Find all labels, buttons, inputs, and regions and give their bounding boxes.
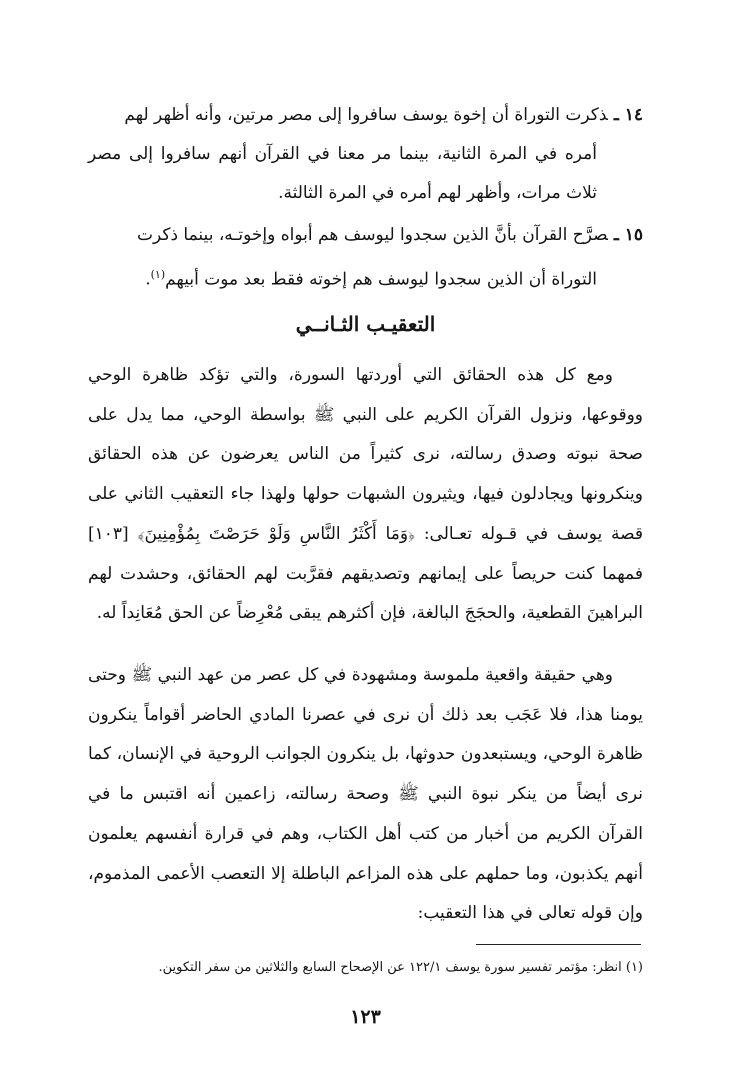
item-first-line: ذكرت التوراة أن إخوة يوسف سافروا إلى مصر مرتين، وأنه أظهر لهم — [124, 105, 608, 125]
section-heading: التعقيـب الثـانــي — [295, 312, 436, 336]
paragraph-1: ومع كل هذه الحقائق التي أوردتها السورة، والتي تؤكد ظاهرة الوحي ووقوعها، ونزول القرآن الكريم على النبي ﷺ بواسطة الوحي، مما يدل على صحة نبوته وصدق رسالته، نرى كثيراً من الناس يعرضون عن هذه الحقائق وينكرونها ويجادلون فيها، ويثيرون الشبهات حولها ولهذا جاء التعقيب الثاني على قصة يوسف في قـوله تعـالى: ﴿وَمَا أَكْثَرُ النَّاسِ وَلَوْ حَرَصْتَ بِمُؤْمِنِينَ﴾ [١٠٣] فمهما كنت حريصاً على إيمانهم وتصديقهم فقرَّبت لهم الحقائق، وحشدت لهم البراهينَ القطعية، والحجَجَ البالغة، فإن أكثرهم يبقى مُعْرِضاً عن الحق مُعَانِداً له. — [88, 365, 643, 624]
item-continuation-wrap — [88, 255, 643, 300]
footnote-marker: (١) — [150, 268, 166, 281]
item-continuation: أمره في المرة الثانية، بينما مر معنا في القرآن أنهم سافروا إلى مصر ثلاث مرات، وأظهر لهم أمره في المرة الثالثة. — [88, 144, 597, 203]
item-number: ١٥ ـ — [613, 225, 643, 245]
footnote: (١) انظر: مؤتمر تفسير سورة يوسف ١٢٢/١ عن الإصحاح السابع والثلاثين من سفر التكوين. — [158, 960, 643, 975]
paragraph-2: وهي حقيقة واقعية ملموسة ومشهودة في كل عصر من عهد النبي ﷺ وحتى يومنا هذا، فلا عَجَب بعد ذلك أن نرى في عصرنا المادي الحاضر أقواماً ينكرون ظاهرة الوحي، ويستبعدون حدوثها، بل ينكرون الجوانب الروحية في الإنسان، كما نرى أيضاً من ينكر نبوة النبي ﷺ وصحة رسالته، زاعمين أنه اقتبس ما في القرآن الكريم من أخبار من كتب أهل الكتاب، وهم في قرارة أنفسهم يعلمون أنهم يكذبون، وما حملهم على هذه المزاعم الباطلة إلا التعصب الأعمى المذموم، وإن قوله تعالى في هذا التعقيب: — [88, 665, 643, 924]
item-number: ١٤ ـ — [613, 105, 643, 125]
footnote-divider — [476, 944, 641, 945]
item-end: . — [145, 269, 151, 290]
list-item-14 — [88, 96, 643, 213]
list-item-15 — [88, 216, 643, 300]
page-number: ١٢٣ — [350, 1006, 381, 1028]
item-first-line: صرَّح القرآن بأنَّ الذين سجدوا ليوسف هم أبواه وإخوتـه، بينما ذكرت — [136, 225, 608, 245]
item-continuation: التوراة أن الذين سجدوا ليوسف هم إخوته فقط بعد موت أبيهم — [165, 269, 597, 290]
